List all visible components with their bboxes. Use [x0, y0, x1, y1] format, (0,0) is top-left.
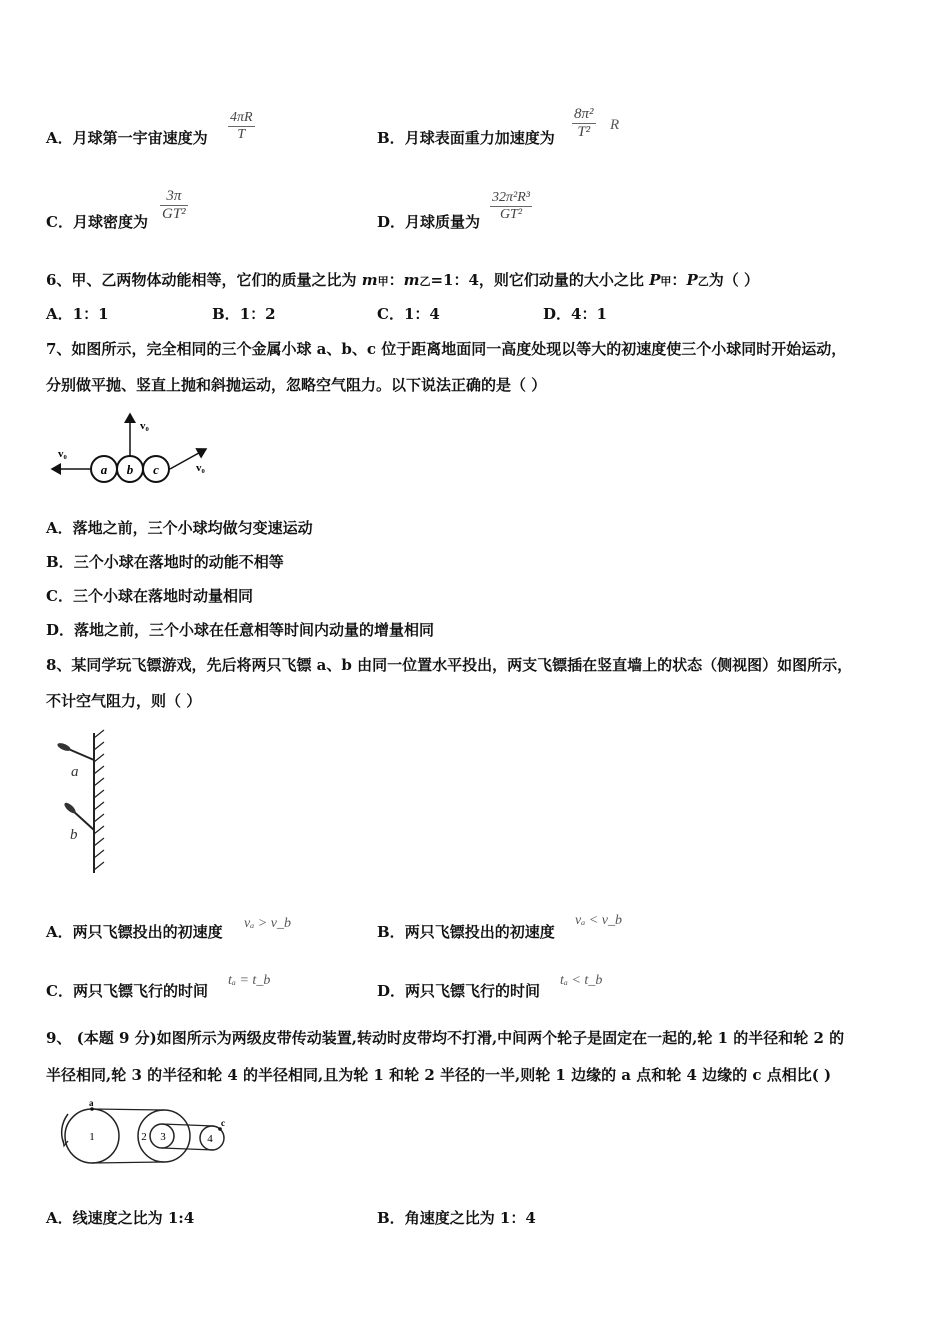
svg-text:2: 2 — [141, 1131, 147, 1143]
svg-text:a: a — [100, 462, 108, 477]
svg-text:c: c — [221, 1118, 225, 1128]
q9-stem-line2: 半径相同,轮 3 的半径和轮 4 的半径相同,且为轮 1 和轮 2 半径的一半,则轮 1 边缘的 a 点和轮 4 边缘的 c 点相比( ) — [46, 1066, 832, 1084]
q8-darts-figure — [44, 728, 114, 878]
q5-option-d[interactable]: D．月球质量为 — [377, 213, 481, 231]
q8-option-b[interactable]: B．两只飞镖投出的初速度 — [377, 923, 555, 941]
q5-option-b-formula: $\frac{\text{8π²}}{\text{T²}}$ — [574, 106, 594, 140]
svg-text:b: b — [126, 462, 134, 477]
svg-text:c: c — [153, 462, 159, 477]
q8-label-a: a — [71, 764, 79, 780]
q7-stem-line1: 7、如图所示，完全相同的三个金属小球 a、b、c 位于距离地面同一高度处现以等大的初速度使三个小球同时开始运动， — [46, 340, 847, 358]
q7-label-v0-right: v₀ — [196, 462, 205, 474]
q7-label-v0-left: v₀ — [58, 448, 67, 460]
q8-option-c[interactable]: C．两只飞镖飞行的时间 — [46, 982, 208, 1000]
q8-option-a-formula: vₐ > v_b — [244, 916, 291, 931]
q5-option-c[interactable]: C．月球密度为 — [46, 213, 148, 231]
svg-text:a: a — [89, 1098, 94, 1108]
q9-stem-line1: 9、 (本题 9 分)如图所示为两级皮带传动装置,转动时皮带均不打滑,中间两个轮子是固定在一起的,轮 1 的半径和轮 2 的 — [46, 1029, 845, 1047]
q7-option-a[interactable]: A．落地之前，三个小球均做匀变速运动 — [46, 519, 313, 537]
q7-stem-line2: 分别做平抛、竖直上抛和斜抛运动，忽略空气阻力。以下说法正确的是（ ） — [46, 376, 547, 394]
svg-text:4: 4 — [207, 1133, 213, 1145]
q5-option-d-formula: $\frac{\text{32π²R³}}{\text{GT²}}$ — [492, 190, 530, 222]
q5-option-a[interactable]: A．月球第一宇宙速度为 — [46, 129, 208, 147]
svg-text:1: 1 — [89, 1131, 95, 1143]
q8-label-b: b — [70, 827, 78, 843]
q8-option-b-formula: vₐ < v_b — [575, 913, 622, 928]
q8-dart-b — [63, 801, 94, 830]
q7-option-c[interactable]: C．三个小球在落地时动量相同 — [46, 587, 253, 605]
q9-belt-figure — [54, 1098, 244, 1170]
q7-label-v0-up: v₀ — [140, 420, 149, 432]
q8-stem-line2: 不计空气阻力，则（ ） — [46, 692, 202, 710]
q8-wall-hatching — [94, 730, 104, 870]
q8-option-a[interactable]: A．两只飞镖投出的初速度 — [46, 923, 223, 941]
svg-text:3: 3 — [160, 1131, 166, 1143]
q8-stem-line1: 8、某同学玩飞镖游戏，先后将两只飞镖 a、b 由同一位置水平投出，两支飞镖插在竖直墙上的状态（侧视图）如图所示， — [46, 656, 853, 674]
q8-option-d-formula: tₐ < t_b — [560, 973, 603, 988]
q5-option-a-formula: $\frac{4\pi R}{T}$ — [230, 110, 253, 142]
q5-option-b[interactable]: B．月球表面重力加速度为 — [377, 129, 555, 147]
q7-option-b[interactable]: B．三个小球在落地时的动能不相等 — [46, 553, 284, 571]
q6-option-a[interactable]: A．1：1 — [46, 305, 109, 323]
q7-option-d[interactable]: D．落地之前，三个小球在任意相等时间内动量的增量相同 — [46, 621, 435, 639]
q6-option-b[interactable]: B．1：2 — [212, 305, 276, 323]
q6-option-d[interactable]: D．4：1 — [543, 305, 607, 323]
q9-belt-bottom-1 — [92, 1162, 164, 1163]
q9-belt-top-1 — [92, 1109, 164, 1110]
q6-option-c[interactable]: C．1：4 — [377, 305, 440, 323]
q9-option-b[interactable]: B．角速度之比为 1：4 — [377, 1209, 536, 1227]
q8-option-d[interactable]: D．两只飞镖飞行的时间 — [377, 982, 541, 1000]
q8-dart-a — [56, 742, 94, 760]
q8-option-c-formula: tₐ = t_b — [228, 973, 271, 988]
q5-option-c-formula: $\frac{3\pi}{\text{GT²}}$ — [162, 188, 186, 222]
q5-option-b-formula-tail: R — [610, 117, 620, 133]
q7-balls-figure — [46, 408, 226, 498]
q9-option-a[interactable]: A．线速度之比为 1:4 — [46, 1209, 195, 1227]
q6-stem: 6、甲、乙两物体动能相等，它们的质量之比为 m甲：m乙=1：4，则它们动量的大小之比 P甲：P乙为（ ） — [46, 271, 759, 289]
